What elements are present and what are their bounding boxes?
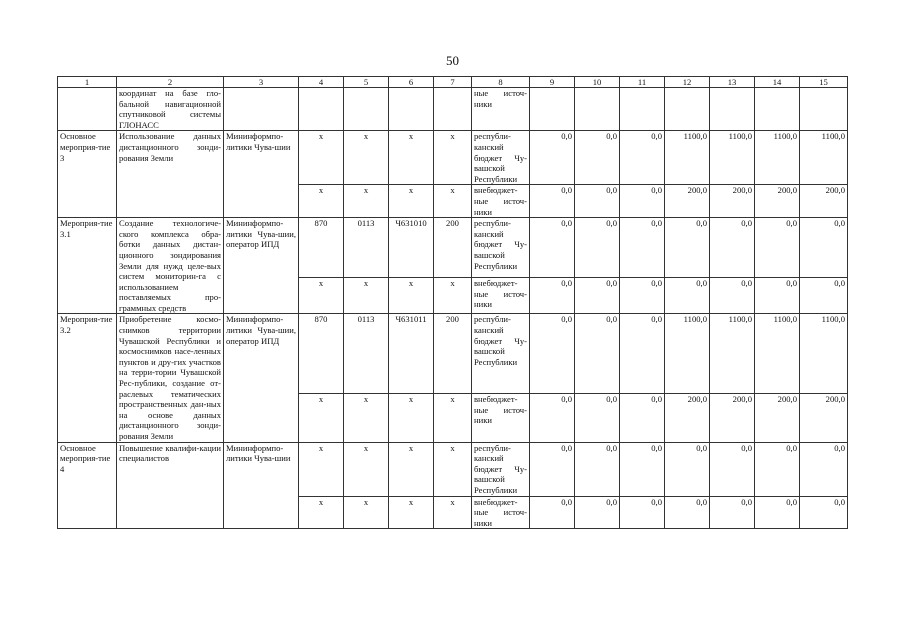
table-cell — [575, 88, 620, 131]
table-cell: х — [344, 185, 389, 218]
table-cell: х — [389, 496, 434, 529]
table-cell: 200,0 — [800, 185, 848, 218]
table-cell: Мининформпо-литики Чува-шии, оператор ИПД — [224, 218, 299, 314]
column-number-header: 6 — [389, 77, 434, 88]
table-cell: 0,0 — [755, 218, 800, 278]
table-cell: Использование данных дистанционного зонди-рования Земли — [117, 131, 224, 218]
table-cell — [344, 88, 389, 131]
table-cell: Создание технологиче-ского комплекса обра-ботки данных дистан-ционного зондирования Земли для нужд целе-вых систем мониторин-га с использованием поставляемых про-граммных средств — [117, 218, 224, 314]
table-cell: республи-канский бюджет Чу-вашской Республики — [472, 218, 530, 278]
table-cell — [434, 88, 472, 131]
table-row — [58, 131, 848, 185]
table-cell: внебюджет-ные источ-ники — [472, 394, 530, 442]
table-cell — [665, 88, 710, 131]
table-row — [58, 442, 848, 496]
column-number-header: 3 — [224, 77, 299, 88]
table-cell: х — [299, 394, 344, 442]
column-number-header: 8 — [472, 77, 530, 88]
table-cell: координат на базе гло-бальной навигационной спутниковой системы ГЛОНАСС — [117, 88, 224, 131]
table-cell: 0,0 — [620, 394, 665, 442]
budget-table — [57, 76, 848, 529]
table-cell: 0,0 — [620, 314, 665, 394]
table-cell: 0,0 — [710, 442, 755, 496]
table-cell — [299, 88, 344, 131]
table-cell: 1100,0 — [710, 131, 755, 185]
table-cell: 0,0 — [530, 394, 575, 442]
table-cell: 200,0 — [755, 394, 800, 442]
table-cell: ные источ-ники — [472, 88, 530, 131]
column-number-header: 7 — [434, 77, 472, 88]
table-cell: Мероприя-тие 3.2 — [58, 314, 117, 442]
table-row — [58, 218, 848, 278]
table-cell: 0,0 — [530, 496, 575, 529]
table-cell: 0,0 — [755, 496, 800, 529]
table-cell: 0,0 — [800, 442, 848, 496]
table-cell: 0,0 — [530, 314, 575, 394]
table-cell: 0,0 — [575, 394, 620, 442]
table-cell: 0,0 — [575, 314, 620, 394]
table-cell: 200,0 — [665, 185, 710, 218]
table-cell: х — [434, 185, 472, 218]
table-cell: 0,0 — [575, 442, 620, 496]
table-cell: 870 — [299, 314, 344, 394]
table-cell: 0,0 — [710, 218, 755, 278]
table-cell: 0,0 — [800, 218, 848, 278]
table-cell: х — [344, 131, 389, 185]
table-cell: 0,0 — [620, 131, 665, 185]
table-cell: х — [344, 394, 389, 442]
table-cell: 1100,0 — [755, 314, 800, 394]
column-number-header: 15 — [800, 77, 848, 88]
table-cell: 0,0 — [665, 496, 710, 529]
column-number-header: 14 — [755, 77, 800, 88]
table-cell: 0,0 — [530, 131, 575, 185]
table-cell: 0,0 — [530, 442, 575, 496]
table-cell: 0,0 — [575, 218, 620, 278]
table-cell: 1100,0 — [800, 314, 848, 394]
table-cell: внебюджет-ные источ-ники — [472, 496, 530, 529]
column-number-header: 12 — [665, 77, 710, 88]
table-cell: 200 — [434, 314, 472, 394]
table-cell: 0,0 — [575, 278, 620, 314]
column-number-header: 1 — [58, 77, 117, 88]
table-cell: 0,0 — [620, 496, 665, 529]
table-cell: х — [344, 442, 389, 496]
column-number-header: 5 — [344, 77, 389, 88]
table-cell: х — [434, 278, 472, 314]
table-cell: х — [299, 185, 344, 218]
table-cell: Приобретение космо-снимков территории Чувашской Республики и космоснимков насе-ленных пунктов и дру-гих участков на терри-тории Чувашской Рес-публики, создание от-раслевых тематических пространственных дан-ных на основе данных дистанционного зонди-рования Земли — [117, 314, 224, 442]
column-number-header: 11 — [620, 77, 665, 88]
column-number-row — [58, 77, 848, 88]
table-cell: Ч631010 — [389, 218, 434, 278]
table-cell: 0,0 — [665, 218, 710, 278]
table-cell: х — [434, 442, 472, 496]
table-cell: Мининформпо-литики Чува-шии — [224, 131, 299, 218]
table-cell: 200 — [434, 218, 472, 278]
table-cell: 0,0 — [710, 496, 755, 529]
table-cell — [58, 88, 117, 131]
table-cell: х — [299, 278, 344, 314]
table-cell: х — [299, 442, 344, 496]
table-cell: 0,0 — [665, 442, 710, 496]
table-cell: 0,0 — [620, 278, 665, 314]
table-cell — [755, 88, 800, 131]
table-cell: внебюджет-ные источ-ники — [472, 278, 530, 314]
table-cell: 0,0 — [710, 278, 755, 314]
table-cell — [620, 88, 665, 131]
table-cell: 870 — [299, 218, 344, 278]
table-cell: х — [344, 496, 389, 529]
column-number-header: 9 — [530, 77, 575, 88]
table-cell: х — [434, 131, 472, 185]
table-cell: 0,0 — [575, 496, 620, 529]
table-cell: 1100,0 — [665, 314, 710, 394]
column-number-header: 2 — [117, 77, 224, 88]
table-cell: 0,0 — [665, 278, 710, 314]
table-cell: 0,0 — [620, 185, 665, 218]
table-cell: внебюджет-ные источ-ники — [472, 185, 530, 218]
table-cell: х — [389, 394, 434, 442]
page-number: 50 — [446, 53, 459, 68]
table-cell: х — [299, 131, 344, 185]
table-cell: 0,0 — [800, 496, 848, 529]
table-cell: Основное мероприя-тие 3 — [58, 131, 117, 218]
table-cell — [800, 88, 848, 131]
table-cell: х — [434, 496, 472, 529]
column-number-header: 4 — [299, 77, 344, 88]
table-cell: 0,0 — [620, 218, 665, 278]
table-cell: 0,0 — [530, 278, 575, 314]
table-cell: Мининформпо-литики Чува-шии — [224, 442, 299, 529]
table-cell: республи-канский бюджет Чу-вашской Республики — [472, 314, 530, 394]
table-cell: х — [389, 442, 434, 496]
table-cell: республи-канский бюджет Чу-вашской Республики — [472, 131, 530, 185]
table-row — [58, 314, 848, 394]
table-cell: х — [389, 131, 434, 185]
table-cell: 0,0 — [620, 442, 665, 496]
column-number-header: 13 — [710, 77, 755, 88]
table-cell: 200,0 — [710, 394, 755, 442]
table-cell: 1100,0 — [710, 314, 755, 394]
table-cell — [530, 88, 575, 131]
table-cell: 0,0 — [800, 278, 848, 314]
table-cell: 0,0 — [575, 185, 620, 218]
table-cell — [710, 88, 755, 131]
table-body — [58, 88, 848, 529]
table-cell: Ч631011 — [389, 314, 434, 394]
table-cell: 0,0 — [530, 218, 575, 278]
table-cell: Основное мероприя-тие 4 — [58, 442, 117, 529]
table-cell: Мининформпо-литики Чува-шии, оператор ИПД — [224, 314, 299, 442]
table-cell: 0113 — [344, 218, 389, 278]
table-cell: х — [299, 496, 344, 529]
table-row — [58, 88, 848, 131]
table-cell — [389, 88, 434, 131]
table-cell: 0,0 — [755, 442, 800, 496]
table-cell: 0113 — [344, 314, 389, 394]
table-cell: х — [389, 185, 434, 218]
table-cell: х — [434, 394, 472, 442]
table-cell: 1100,0 — [800, 131, 848, 185]
table-cell: 200,0 — [800, 394, 848, 442]
table-cell: 200,0 — [710, 185, 755, 218]
table-cell: 0,0 — [530, 185, 575, 218]
table-cell: 0,0 — [575, 131, 620, 185]
table-cell: республи-канский бюджет Чу-вашской Республики — [472, 442, 530, 496]
table-cell: 200,0 — [755, 185, 800, 218]
table-cell: 1100,0 — [755, 131, 800, 185]
table-cell: Повышение квалифи-кации специалистов — [117, 442, 224, 529]
table-cell: х — [389, 278, 434, 314]
table-cell: 0,0 — [755, 278, 800, 314]
table-cell: х — [344, 278, 389, 314]
table-cell: Мероприя-тие 3.1 — [58, 218, 117, 314]
table-cell: 200,0 — [665, 394, 710, 442]
table-cell: 1100,0 — [665, 131, 710, 185]
table-cell — [224, 88, 299, 131]
column-number-header: 10 — [575, 77, 620, 88]
